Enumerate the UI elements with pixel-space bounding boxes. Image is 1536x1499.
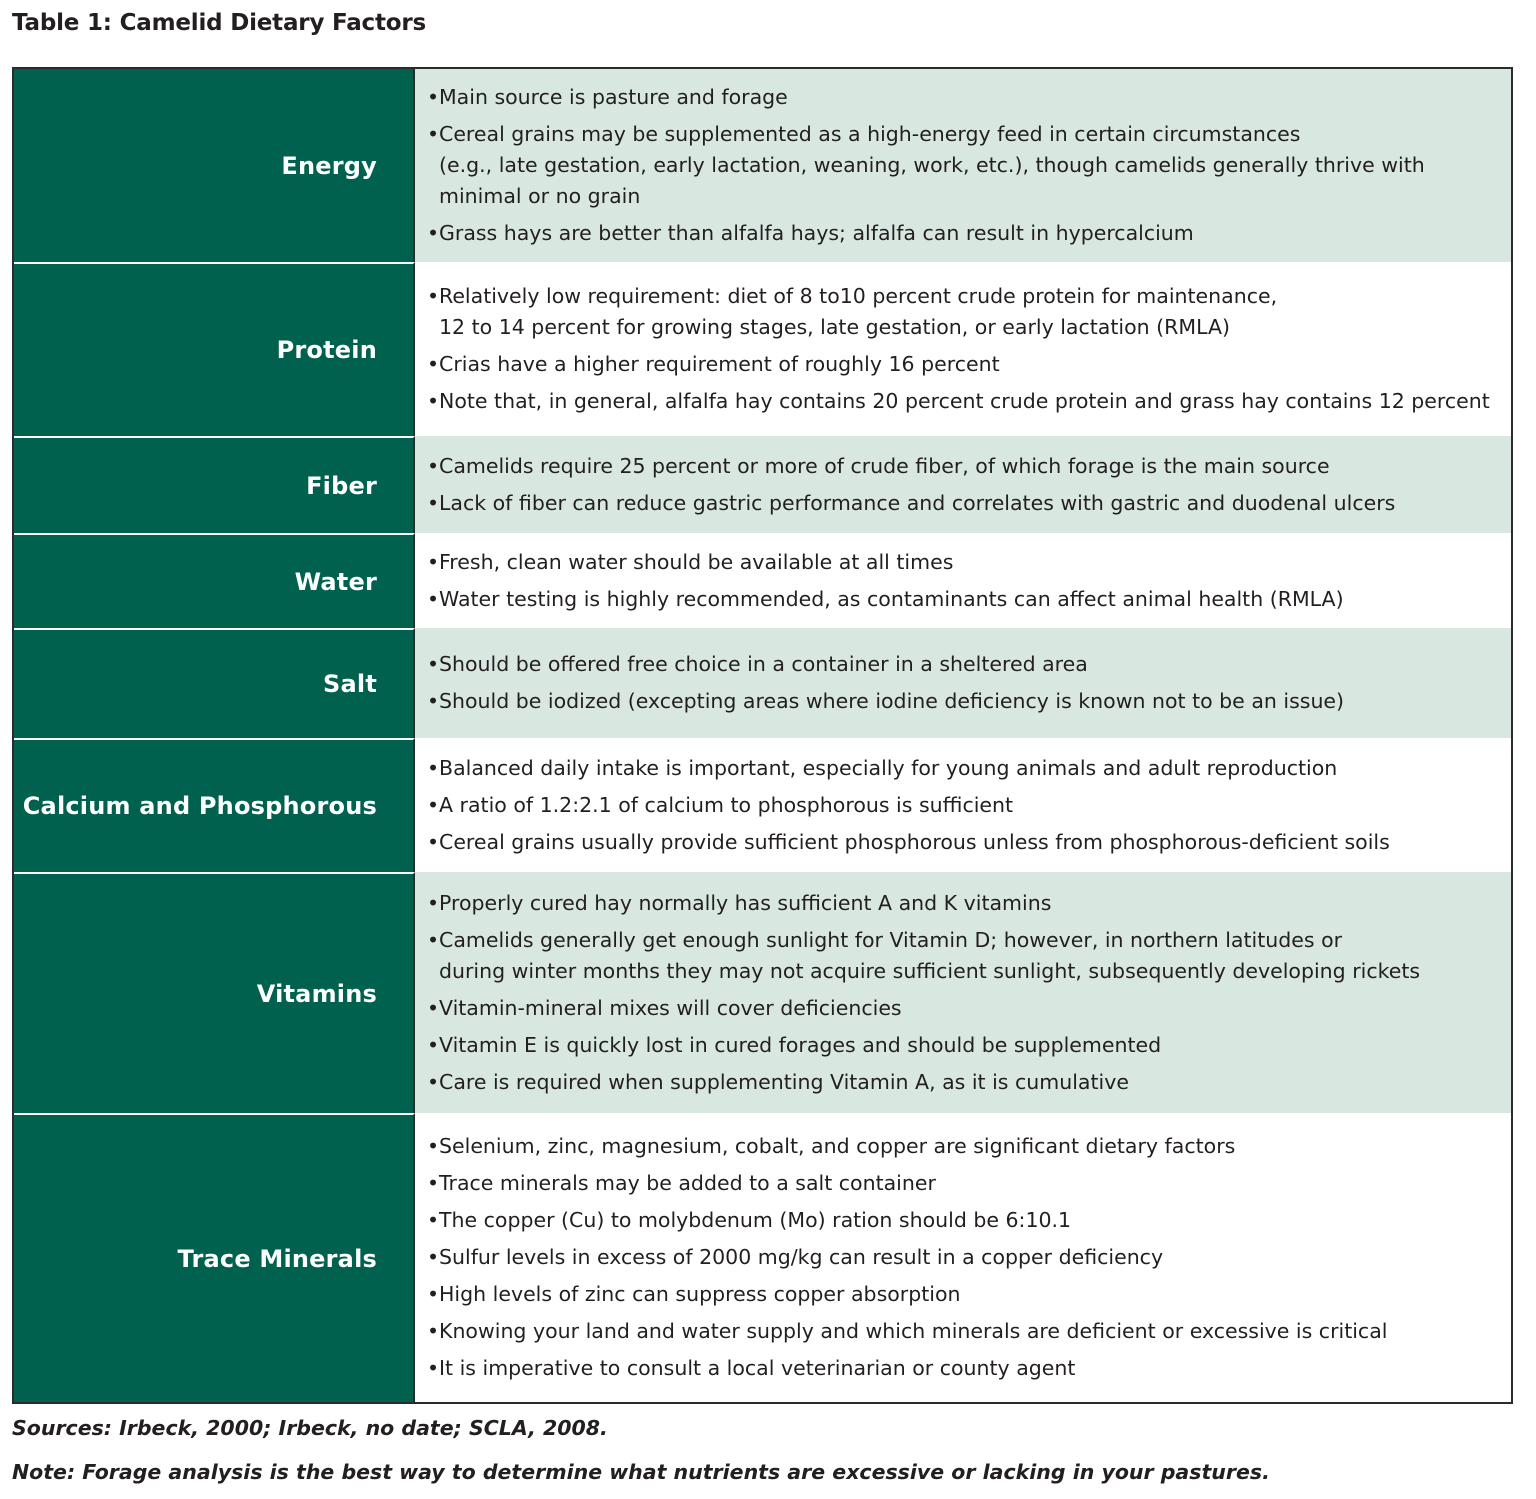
sources-note: Sources: Irbeck, 2000; Irbeck, no date; SCLA, 2008. bbox=[12, 1416, 608, 1440]
bullet-line: • High levels of zinc can suppress copper absorption bbox=[439, 1282, 961, 1306]
bullet-line: during winter months they may not acquire sufficient sunlight, subsequently developing rickets bbox=[439, 958, 1421, 983]
bullet-item bbox=[427, 1131, 1503, 1162]
bullet-line: • Properly cured hay normally has sufficient A and K vitamins bbox=[439, 890, 1052, 915]
bullet-line: 12 to 14 percent for growing stages, late gestation, or early lactation (RMLA) bbox=[439, 315, 1230, 339]
row-header: Calcium and Phosphorous bbox=[14, 738, 415, 872]
row-content bbox=[415, 872, 1511, 1113]
row-content bbox=[415, 262, 1511, 436]
bullet-line: • Fresh, clean water should be available at all times bbox=[439, 549, 954, 574]
bullet-line: • Camelids require 25 percent or more of crude fiber, of which forage is the main source bbox=[439, 453, 1330, 478]
table-row bbox=[14, 738, 1511, 872]
forage-note: Note: Forage analysis is the best way to determine what nutrients are excessive or lacking in your pastures. bbox=[12, 1460, 1270, 1484]
bullet-line: minimal or no grain bbox=[439, 184, 641, 208]
row-header: Water bbox=[14, 533, 415, 628]
bullet-line: • Trace minerals may be added to a salt container bbox=[439, 1171, 936, 1195]
bullet-item bbox=[427, 1316, 1503, 1347]
bullet-line: • Cereal grains may be supplemented as a high-energy feed in certain circumstances bbox=[439, 122, 1301, 146]
row-header: Protein bbox=[14, 262, 415, 436]
bullet-line: • It is imperative to consult a local veterinarian or county agent bbox=[439, 1356, 1076, 1380]
bullet-item bbox=[427, 218, 1503, 249]
bullet-line: • Vitamin E is quickly lost in cured forages and should be supplemented bbox=[439, 1032, 1162, 1057]
bullet-line: • The copper (Cu) to molybdenum (Mo) ration should be 6:10.1 bbox=[439, 1208, 1072, 1232]
bullet-line: • Selenium, zinc, magnesium, cobalt, and copper are significant dietary factors bbox=[439, 1134, 1236, 1158]
row-content bbox=[415, 738, 1511, 872]
table-row bbox=[14, 262, 1511, 436]
bullet-line: • Crias have a higher requirement of roughly 16 percent bbox=[439, 352, 1000, 376]
bullet-line: (e.g., late gestation, early lactation, weaning, work, etc.), though camelids generally thrive with bbox=[439, 153, 1425, 177]
bullet-item bbox=[427, 925, 1503, 987]
table-row bbox=[14, 628, 1511, 738]
bullet-item bbox=[427, 753, 1503, 784]
bullet-item bbox=[427, 1205, 1503, 1236]
row-header: Fiber bbox=[14, 436, 415, 533]
row-content bbox=[415, 1113, 1511, 1402]
bullet-item bbox=[427, 488, 1503, 519]
bullet-item bbox=[427, 584, 1503, 615]
dietary-factors-table bbox=[12, 67, 1513, 1404]
bullet-item bbox=[427, 386, 1503, 417]
bullet-item bbox=[427, 1279, 1503, 1310]
row-header: Salt bbox=[14, 628, 415, 738]
bullet-item bbox=[427, 790, 1503, 821]
bullet-item bbox=[427, 1067, 1503, 1098]
bullet-item bbox=[427, 451, 1503, 482]
bullet-line: • Sulfur levels in excess of 2000 mg/kg can result in a copper deficiency bbox=[439, 1245, 1164, 1269]
row-header: Energy bbox=[14, 69, 415, 262]
bullet-line: • Relatively low requirement: diet of 8 to10 percent crude protein for maintenance, bbox=[439, 284, 1278, 308]
row-content bbox=[415, 436, 1511, 533]
bullet-item bbox=[427, 349, 1503, 380]
row-header: Vitamins bbox=[14, 872, 415, 1113]
bullet-line: • Grass hays are better than alfalfa hays; alfalfa can result in hypercalcium bbox=[439, 221, 1194, 245]
bullet-item bbox=[427, 1353, 1503, 1384]
bullet-line: • Balanced daily intake is important, especially for young animals and adult reproduction bbox=[439, 755, 1338, 780]
bullet-line: • Should be iodized (excepting areas where iodine deficiency is known not to be an issue) bbox=[439, 689, 1345, 713]
bullet-line: • Lack of fiber can reduce gastric performance and correlates with gastric and duodenal ulcers bbox=[439, 490, 1396, 515]
bullet-item bbox=[427, 888, 1503, 919]
bullet-line: • Cereal grains usually provide sufficient phosphorous unless from phosphorous-deficient soils bbox=[439, 829, 1390, 854]
bullet-line: • Camelids generally get enough sunlight for Vitamin D; however, in northern latitudes or bbox=[439, 927, 1343, 952]
bullet-item bbox=[427, 1242, 1503, 1273]
bullet-item bbox=[427, 119, 1503, 212]
row-content bbox=[415, 533, 1511, 628]
bullet-item bbox=[427, 547, 1503, 578]
bullet-item bbox=[427, 827, 1503, 858]
bullet-item bbox=[427, 281, 1503, 343]
bullet-line: • Should be offered free choice in a container in a sheltered area bbox=[439, 652, 1088, 676]
bullet-item bbox=[427, 1168, 1503, 1199]
row-header: Trace Minerals bbox=[14, 1113, 415, 1402]
bullet-line: • A ratio of 1.2:2.1 of calcium to phosphorous is sufficient bbox=[439, 792, 1014, 817]
bullet-item bbox=[427, 649, 1503, 680]
bullet-line: • Knowing your land and water supply and which minerals are deficient or excessive is critical bbox=[439, 1319, 1388, 1343]
table-title: Table 1: Camelid Dietary Factors bbox=[12, 10, 426, 36]
bullet-line: • Care is required when supplementing Vitamin A, as it is cumulative bbox=[439, 1069, 1129, 1094]
row-content bbox=[415, 628, 1511, 738]
bullet-item bbox=[427, 82, 1503, 113]
bullet-line: • Vitamin-mineral mixes will cover deficiencies bbox=[439, 995, 902, 1020]
row-content bbox=[415, 69, 1511, 262]
bullet-item bbox=[427, 993, 1503, 1024]
table-row bbox=[14, 872, 1511, 1113]
bullet-item bbox=[427, 1030, 1503, 1061]
bullet-line: • Note that, in general, alfalfa hay contains 20 percent crude protein and grass hay contains 12 percent bbox=[439, 389, 1490, 413]
table-row bbox=[14, 69, 1511, 262]
bullet-line: • Water testing is highly recommended, as contaminants can affect animal health (RMLA) bbox=[439, 586, 1344, 611]
table-row bbox=[14, 436, 1511, 533]
table-row bbox=[14, 1113, 1511, 1402]
table-row bbox=[14, 533, 1511, 628]
bullet-item bbox=[427, 686, 1503, 717]
bullet-line: • Main source is pasture and forage bbox=[439, 85, 788, 109]
